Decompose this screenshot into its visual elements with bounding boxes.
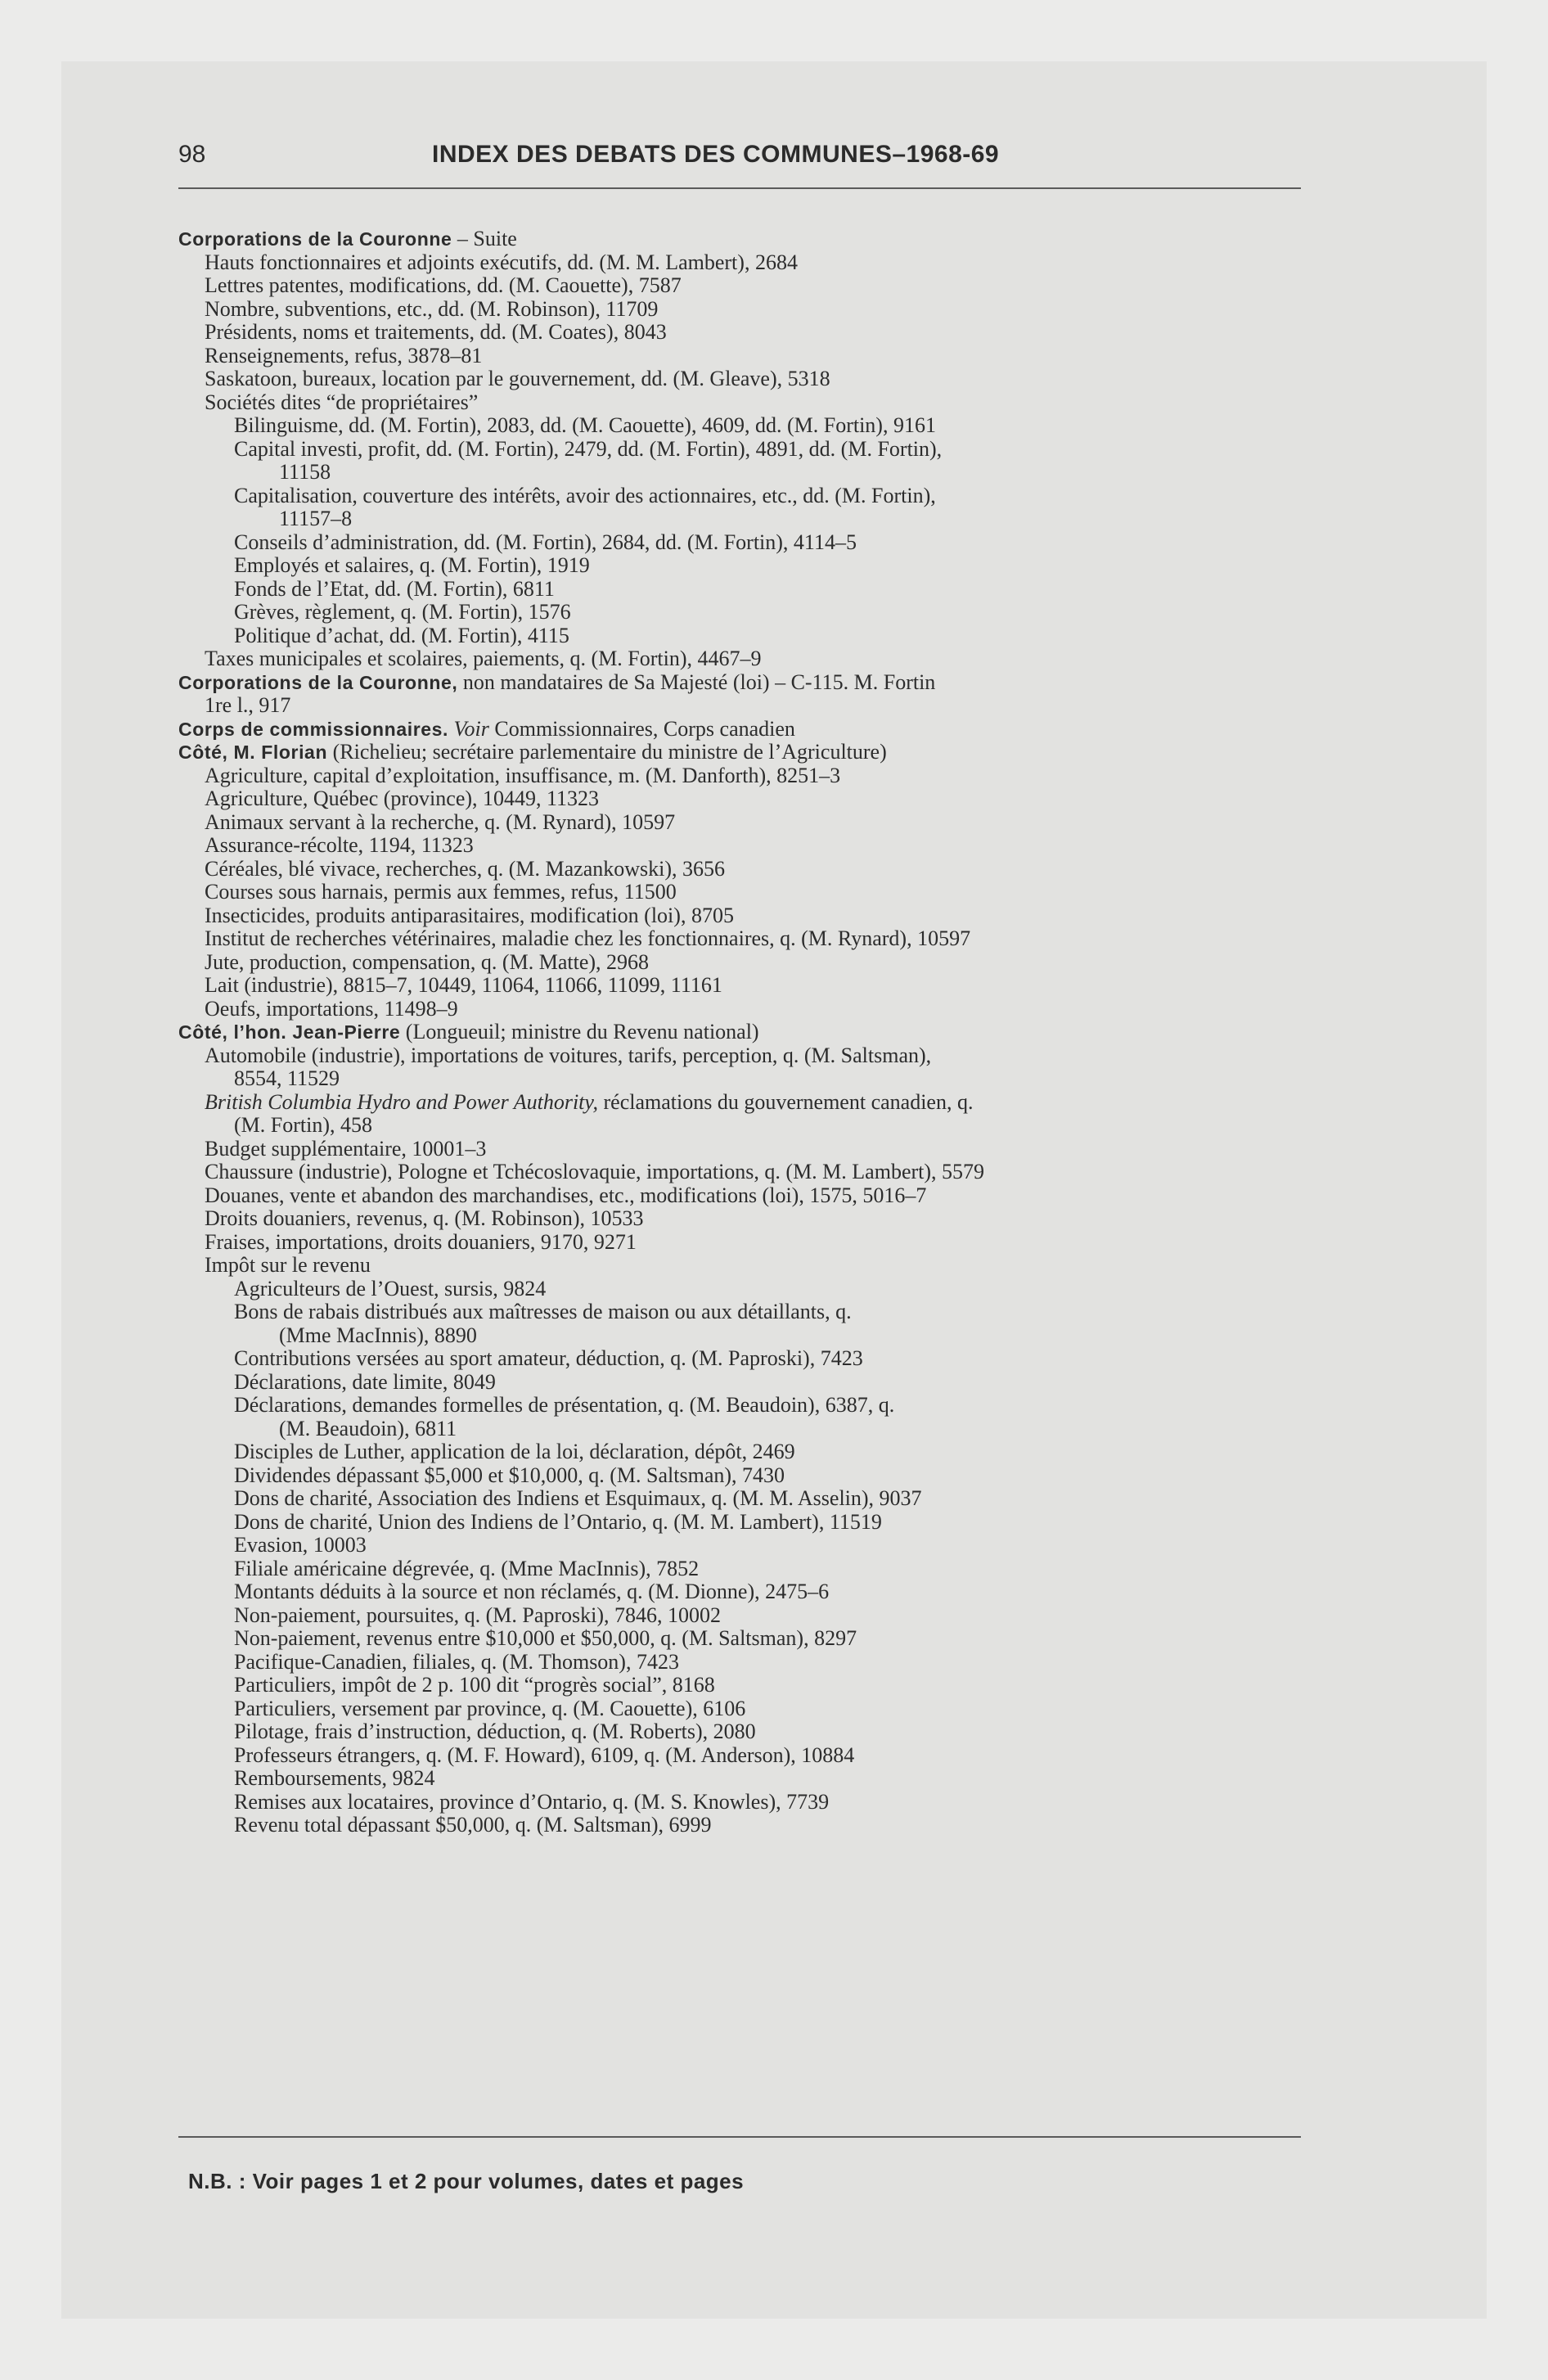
index-subentry-line [178,1580,1373,1604]
entry-text: Disciples de Luther, application de la loi, déclaration, dépôt, 2469 [234,1440,795,1463]
entry-text: Déclarations, date limite, 8049 [234,1369,496,1394]
index-subentry-line [178,1720,1373,1744]
index-subentry-line [178,554,1373,578]
index-subentry-line [178,485,1373,508]
index-subentry-line [178,1300,1373,1324]
entry-text: Capital investi, profit, dd. (M. Fortin), 2479, dd. (M. Fortin), 4891, dd. (M. Fortin), [234,436,943,461]
index-subentry-line [178,1511,1373,1535]
index-subentry-line [178,1091,1373,1115]
index-subentry-line [178,1487,1373,1511]
index-subentry-line [178,1464,1373,1488]
entry-text: 1re l., 917 [205,693,291,717]
index-subentry-line [178,298,1373,322]
index-subentry-line [178,1138,1373,1161]
index-subentry-line [178,391,1373,415]
entry-text: Jute, production, compensation, q. (M. Matte), 2968 [205,949,650,974]
entry-text: Politique d’achat, dd. (M. Fortin), 4115 [234,623,569,647]
index-subentry-line [178,1651,1373,1675]
index-subentry-line [178,1114,1373,1138]
entry-heading-text: Corporations de la Couronne, [178,671,458,693]
entry-text: Filiale américaine dégrevée, q. (Mme MacInnis), 7852 [234,1556,700,1580]
index-subentry-line [178,1767,1373,1791]
index-subentry-line [178,927,1373,951]
index-subentry-line [178,1744,1373,1768]
entry-text: Particuliers, impôt de 2 p. 100 dit “progrès social”, 8168 [234,1673,715,1697]
entry-text: Bons de rabais distribués aux maîtresses de maison ou aux détaillants, q. [234,1300,852,1323]
entry-heading-text: Côté, M. Florian [178,741,328,763]
index-subentry-line [178,974,1373,998]
index-subentry-line [178,1278,1373,1301]
entry-text: Courses sous harnais, permis aux femmes, refus, 11500 [205,880,677,904]
entry-text: Budget supplémentaire, 10001–3 [205,1136,487,1161]
index-subentry-line [178,647,1373,671]
index-heading-line [178,1021,1373,1044]
entry-text: 11157–8 [279,507,353,530]
entry-text: Présidents, noms et traitements, dd. (M. Coates), 8043 [205,320,667,344]
entry-text: Saskatoon, bureaux, location par le gouvernement, dd. (M. Gleave), 5318 [205,367,830,390]
index-subentry-line [178,274,1373,298]
entry-text: British Columbia Hydro and Power Authority, [205,1089,599,1114]
entry-text: Professeurs étrangers, q. (M. F. Howard), 6109, q. (M. Anderson), 10884 [234,1742,855,1767]
entry-text: Renseignements, refus, 3878–81 [205,343,483,367]
entry-text: – Suite [452,227,517,250]
entry-text: Agriculture, capital d’exploitation, insuffisance, m. (M. Danforth), 8251–3 [205,763,841,787]
footer-rule [178,2136,1301,2138]
entry-text: non mandataires de Sa Majesté (loi) – C-115. M. Fortin [457,669,936,694]
index-subentry-line [178,1324,1373,1348]
header-rule [178,187,1301,189]
entry-text: Dons de charité, Union des Indiens de l’Ontario, q. (M. M. Lambert), 11519 [234,1509,882,1534]
index-heading-line [178,741,1373,764]
index-subentry-line [178,787,1373,811]
entry-text: 11158 [279,460,331,484]
entry-text: Commissionnaires, Corps canadien [488,716,795,741]
entry-text: Agriculteurs de l’Ouest, sursis, 9824 [234,1276,547,1300]
entry-text: Employés et salaires, q. (M. Fortin), 1919 [234,553,590,577]
entry-text: Nombre, subventions, etc., dd. (M. Robinson), 11709 [205,296,659,321]
entry-text: Impôt sur le revenu [205,1253,371,1277]
index-subentry-line [178,1067,1373,1091]
entry-text: Montants déduits à la source et non réclamés, q. (M. Dionne), 2475–6 [234,1580,830,1603]
entry-text: Pacifique-Canadien, filiales, q. (M. Thomson), 7423 [234,1649,679,1674]
index-subentry-line [178,1394,1373,1418]
entry-text: Dons de charité, Association des Indiens et Esquimaux, q. (M. M. Asselin), 9037 [234,1486,922,1510]
index-subentry-line [178,1231,1373,1255]
entry-text: Sociétés dites “de propriétaires” [205,390,479,414]
index-subentry-line [178,1534,1373,1557]
index-subentry-line [178,345,1373,368]
entry-text: Fraises, importations, droits douaniers, 9170, 9271 [205,1229,637,1254]
index-subentry-line [178,531,1373,555]
index-entries [178,228,1373,1837]
index-subentry-line [178,1814,1373,1837]
entry-text: Assurance-récolte, 1194, 11323 [205,833,474,857]
index-subentry-line [178,1604,1373,1628]
index-subentry-line [178,1161,1373,1184]
running-header [0,141,1548,174]
entry-text: Automobile (industrie), importations de voitures, tarifs, perception, q. (M. Saltsman), [205,1043,932,1067]
entry-text: Oeufs, importations, 11498–9 [205,996,458,1021]
entry-text: (Mme MacInnis), 8890 [279,1323,477,1347]
footer-note: N.B. : Voir pages 1 et 2 pour volumes, dates et pages [188,2169,745,2193]
entry-text: Dividendes dépassant $5,000 et $10,000, q. (M. Saltsman), 7430 [234,1463,785,1487]
entry-text: Douanes, vente et abandon des marchandises, etc., modifications (loi), 1575, 5016–7 [205,1183,927,1207]
index-subentry-line [178,414,1373,438]
entry-text: Remboursements, 9824 [234,1766,435,1790]
index-subentry-line [178,624,1373,648]
entry-text: Revenu total dépassant $50,000, q. (M. Saltsman), 6999 [234,1813,712,1837]
index-subentry-line [178,578,1373,602]
entry-heading-text: Corps de commissionnaires. [178,718,449,740]
page-number: 98 [178,141,206,168]
entry-text: Evasion, 10003 [234,1533,367,1557]
index-subentry-line [178,811,1373,835]
entry-heading-text: Corporations de la Couronne [178,228,452,250]
entry-text: réclamations du gouvernement canadien, q. [598,1089,974,1114]
index-subentry-line [178,1371,1373,1395]
index-subentry-line [178,834,1373,858]
entry-text: (Longueuil; ministre du Revenu national) [400,1020,759,1044]
index-subentry-line [178,904,1373,928]
index-subentry-line [178,858,1373,881]
index-subentry-line [178,1697,1373,1721]
index-subentry-line [178,507,1373,531]
entry-text: Céréales, blé vivace, recherches, q. (M. Mazankowski), 3656 [205,856,726,881]
index-heading-line [178,718,1373,741]
index-subentry-line [178,1347,1373,1371]
entry-text: (M. Beaudoin), 6811 [279,1416,457,1440]
entry-text: Insecticides, produits antiparasitaires, modification (loi), 8705 [205,903,734,927]
index-subentry-line [178,1418,1373,1441]
index-subentry-line [178,1674,1373,1697]
entry-text: Remises aux locataires, province d’Ontario, q. (M. S. Knowles), 7739 [234,1789,830,1814]
index-subentry-line [178,1557,1373,1581]
page-title: INDEX DES DEBATS DES COMMUNES–1968-69 [432,141,1000,168]
index-subentry-line [178,998,1373,1021]
index-subentry-line [178,251,1373,275]
entry-text: Droits douaniers, revenus, q. (M. Robinson), 10533 [205,1206,644,1230]
index-subentry-line [178,1791,1373,1814]
entry-text: (M. Fortin), 458 [234,1113,372,1137]
entry-text: Particuliers, versement par province, q. (M. Caouette), 6106 [234,1696,746,1720]
entry-heading-text: Côté, l’hon. Jean-Pierre [178,1021,401,1043]
index-subentry-line [178,461,1373,485]
entry-text: Non-paiement, revenus entre $10,000 et $50,000, q. (M. Saltsman), 8297 [234,1626,857,1650]
index-subentry-line [178,1184,1373,1208]
index-subentry-line [178,1207,1373,1231]
entry-text: Pilotage, frais d’instruction, déduction, q. (M. Roberts), 2080 [234,1720,756,1743]
entry-text: Animaux servant à la recherche, q. (M. Rynard), 10597 [205,809,676,834]
entry-text: Fonds de l’Etat, dd. (M. Fortin), 6811 [234,576,555,601]
entry-text: Agriculture, Québec (province), 10449, 11323 [205,787,600,810]
entry-text: Chaussure (industrie), Pologne et Tchécoslovaquie, importations, q. (M. M. Lambert), 5579 [205,1160,985,1183]
entry-text: (Richelieu; secrétaire parlementaire du ministre de l’Agriculture) [327,740,887,764]
entry-text: Lettres patentes, modifications, dd. (M. Caouette), 7587 [205,273,682,297]
entry-text: Hauts fonctionnaires et adjoints exécutifs, dd. (M. M. Lambert), 2684 [205,250,798,274]
index-subentry-line [178,764,1373,788]
index-subentry-line [178,1440,1373,1464]
entry-text: Bilinguisme, dd. (M. Fortin), 2083, dd. (M. Caouette), 4609, dd. (M. Fortin), 9161 [234,413,936,437]
index-subentry-line [178,1627,1373,1651]
index-subentry-line [178,438,1373,462]
entry-text: Lait (industrie), 8815–7, 10449, 11064, 11066, 11099, 11161 [205,973,722,997]
index-subentry-line [178,1254,1373,1278]
entry-text: Voir [453,716,489,741]
entry-text: Capitalisation, couverture des intérêts, avoir des actionnaires, etc., dd. (M. Fortin), [234,483,936,507]
entry-text: 8554, 11529 [234,1066,340,1090]
index-subentry-line [178,1044,1373,1068]
index-subentry-line [178,601,1373,624]
index-subentry-line [178,951,1373,975]
index-heading-line [178,228,1373,251]
index-heading-line [178,671,1373,695]
entry-text: Institut de recherches vétérinaires, maladie chez les fonctionnaires, q. (M. Rynard), 10597 [205,926,971,950]
index-subentry-line [178,367,1373,391]
entry-text: Taxes municipales et scolaires, paiements, q. (M. Fortin), 4467–9 [205,647,762,670]
entry-text: Déclarations, demandes formelles de présentation, q. (M. Beaudoin), 6387, q. [234,1393,895,1417]
index-subentry-line [178,321,1373,345]
index-subentry-line [178,881,1373,904]
entry-text: Non-paiement, poursuites, q. (M. Paproski), 7846, 10002 [234,1602,722,1627]
entry-text: Grèves, règlement, q. (M. Fortin), 1576 [234,600,571,624]
index-subentry-line [178,694,1373,718]
entry-text: Conseils d’administration, dd. (M. Fortin), 2684, dd. (M. Fortin), 4114–5 [234,530,857,554]
entry-text: Contributions versées au sport amateur, déduction, q. (M. Paproski), 7423 [234,1346,863,1370]
